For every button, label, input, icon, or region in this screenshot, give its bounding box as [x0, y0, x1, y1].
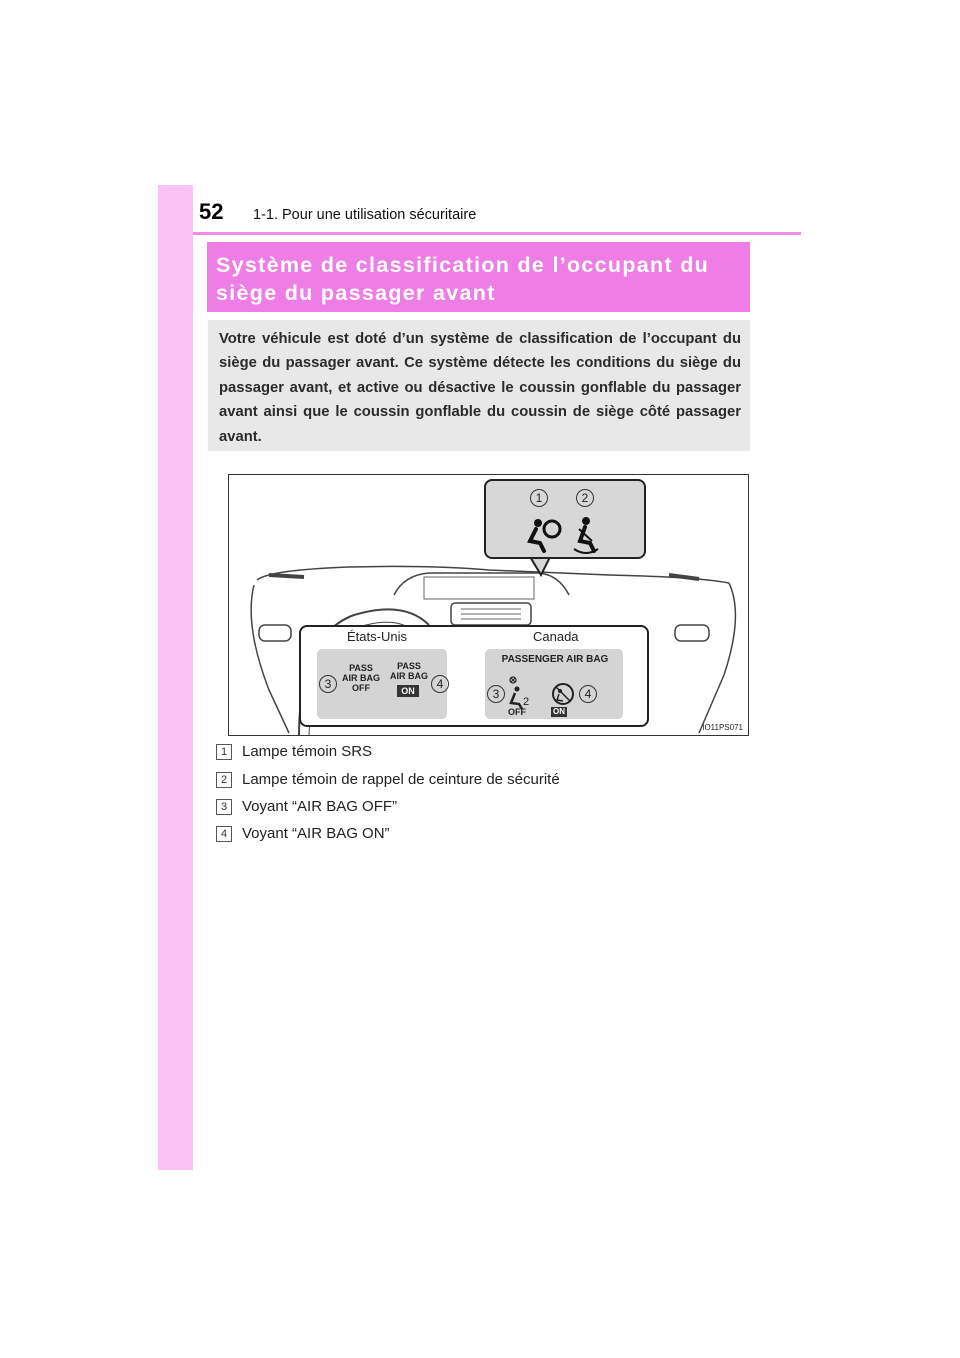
legend-text: Voyant “AIR BAG OFF”	[242, 798, 398, 815]
us-number-3: 3	[319, 675, 337, 693]
section-heading: 1-1. Pour une utilisation sécuritaire	[253, 207, 477, 223]
us-indicator-box	[317, 649, 447, 719]
region-label-canada: Canada	[533, 629, 579, 644]
us-on-badge: ON	[397, 685, 419, 697]
callout-icons	[486, 481, 644, 557]
legend-text: Voyant “AIR BAG ON”	[242, 825, 390, 842]
passenger-airbag-on-icon	[553, 684, 573, 704]
page-title	[207, 242, 750, 312]
side-tab-band	[158, 185, 193, 1170]
us-airbag-on-text: PASS AIR BAG	[390, 661, 428, 681]
dashboard-figure	[228, 474, 749, 736]
canada-number-4: 4	[579, 685, 597, 703]
legend-item	[216, 744, 716, 764]
legend-text: Lampe témoin de rappel de ceinture de sécurité	[242, 771, 560, 788]
canada-number-3: 3	[487, 685, 505, 703]
callout-number-1: 1	[530, 489, 548, 507]
legend-item	[216, 772, 716, 792]
indicator-callout	[484, 479, 646, 559]
intro-paragraph: Votre véhicule est doté d’un système de classification de l’occupant du siège du passager avant. Ce système détecte les conditions du siège du passager avant, et active ou désactive le coussin gonflable du passager avant ainsi que le coussin gonflable du coussin de siège côté passager avant.	[208, 320, 750, 451]
legend-number: 1	[216, 744, 232, 760]
legend-number: 4	[216, 826, 232, 842]
legend-number: 3	[216, 799, 232, 815]
passenger-airbag-panel	[299, 625, 649, 727]
page-number: 52	[199, 199, 224, 224]
passenger-airbag-off-icon	[510, 677, 529, 709]
legend-item	[216, 826, 716, 846]
legend-item	[216, 799, 716, 819]
svg-text:2: 2	[523, 696, 530, 708]
seatbelt-reminder-icon	[574, 517, 598, 553]
legend-number: 2	[216, 772, 232, 788]
figure-code: IO11PS071	[702, 723, 743, 732]
callout-number-2: 2	[576, 489, 594, 507]
header-divider	[193, 232, 801, 235]
us-airbag-off-text: PASS AIR BAG OFF	[342, 663, 380, 693]
canada-on-badge: ON	[553, 707, 565, 716]
us-number-4: 4	[431, 675, 449, 693]
canada-off-text: OFF	[508, 707, 526, 717]
canada-indicator-box	[485, 649, 623, 719]
canada-header-text: PASSENGER AIR BAG	[501, 654, 609, 665]
airbag-warning-icon	[530, 519, 560, 551]
title-line-1: Système de classification de l’occupant du	[216, 253, 710, 277]
legend-text: Lampe témoin SRS	[242, 743, 373, 760]
title-line-2: siège du passager avant	[216, 281, 496, 305]
region-label-us: États-Unis	[347, 629, 407, 644]
